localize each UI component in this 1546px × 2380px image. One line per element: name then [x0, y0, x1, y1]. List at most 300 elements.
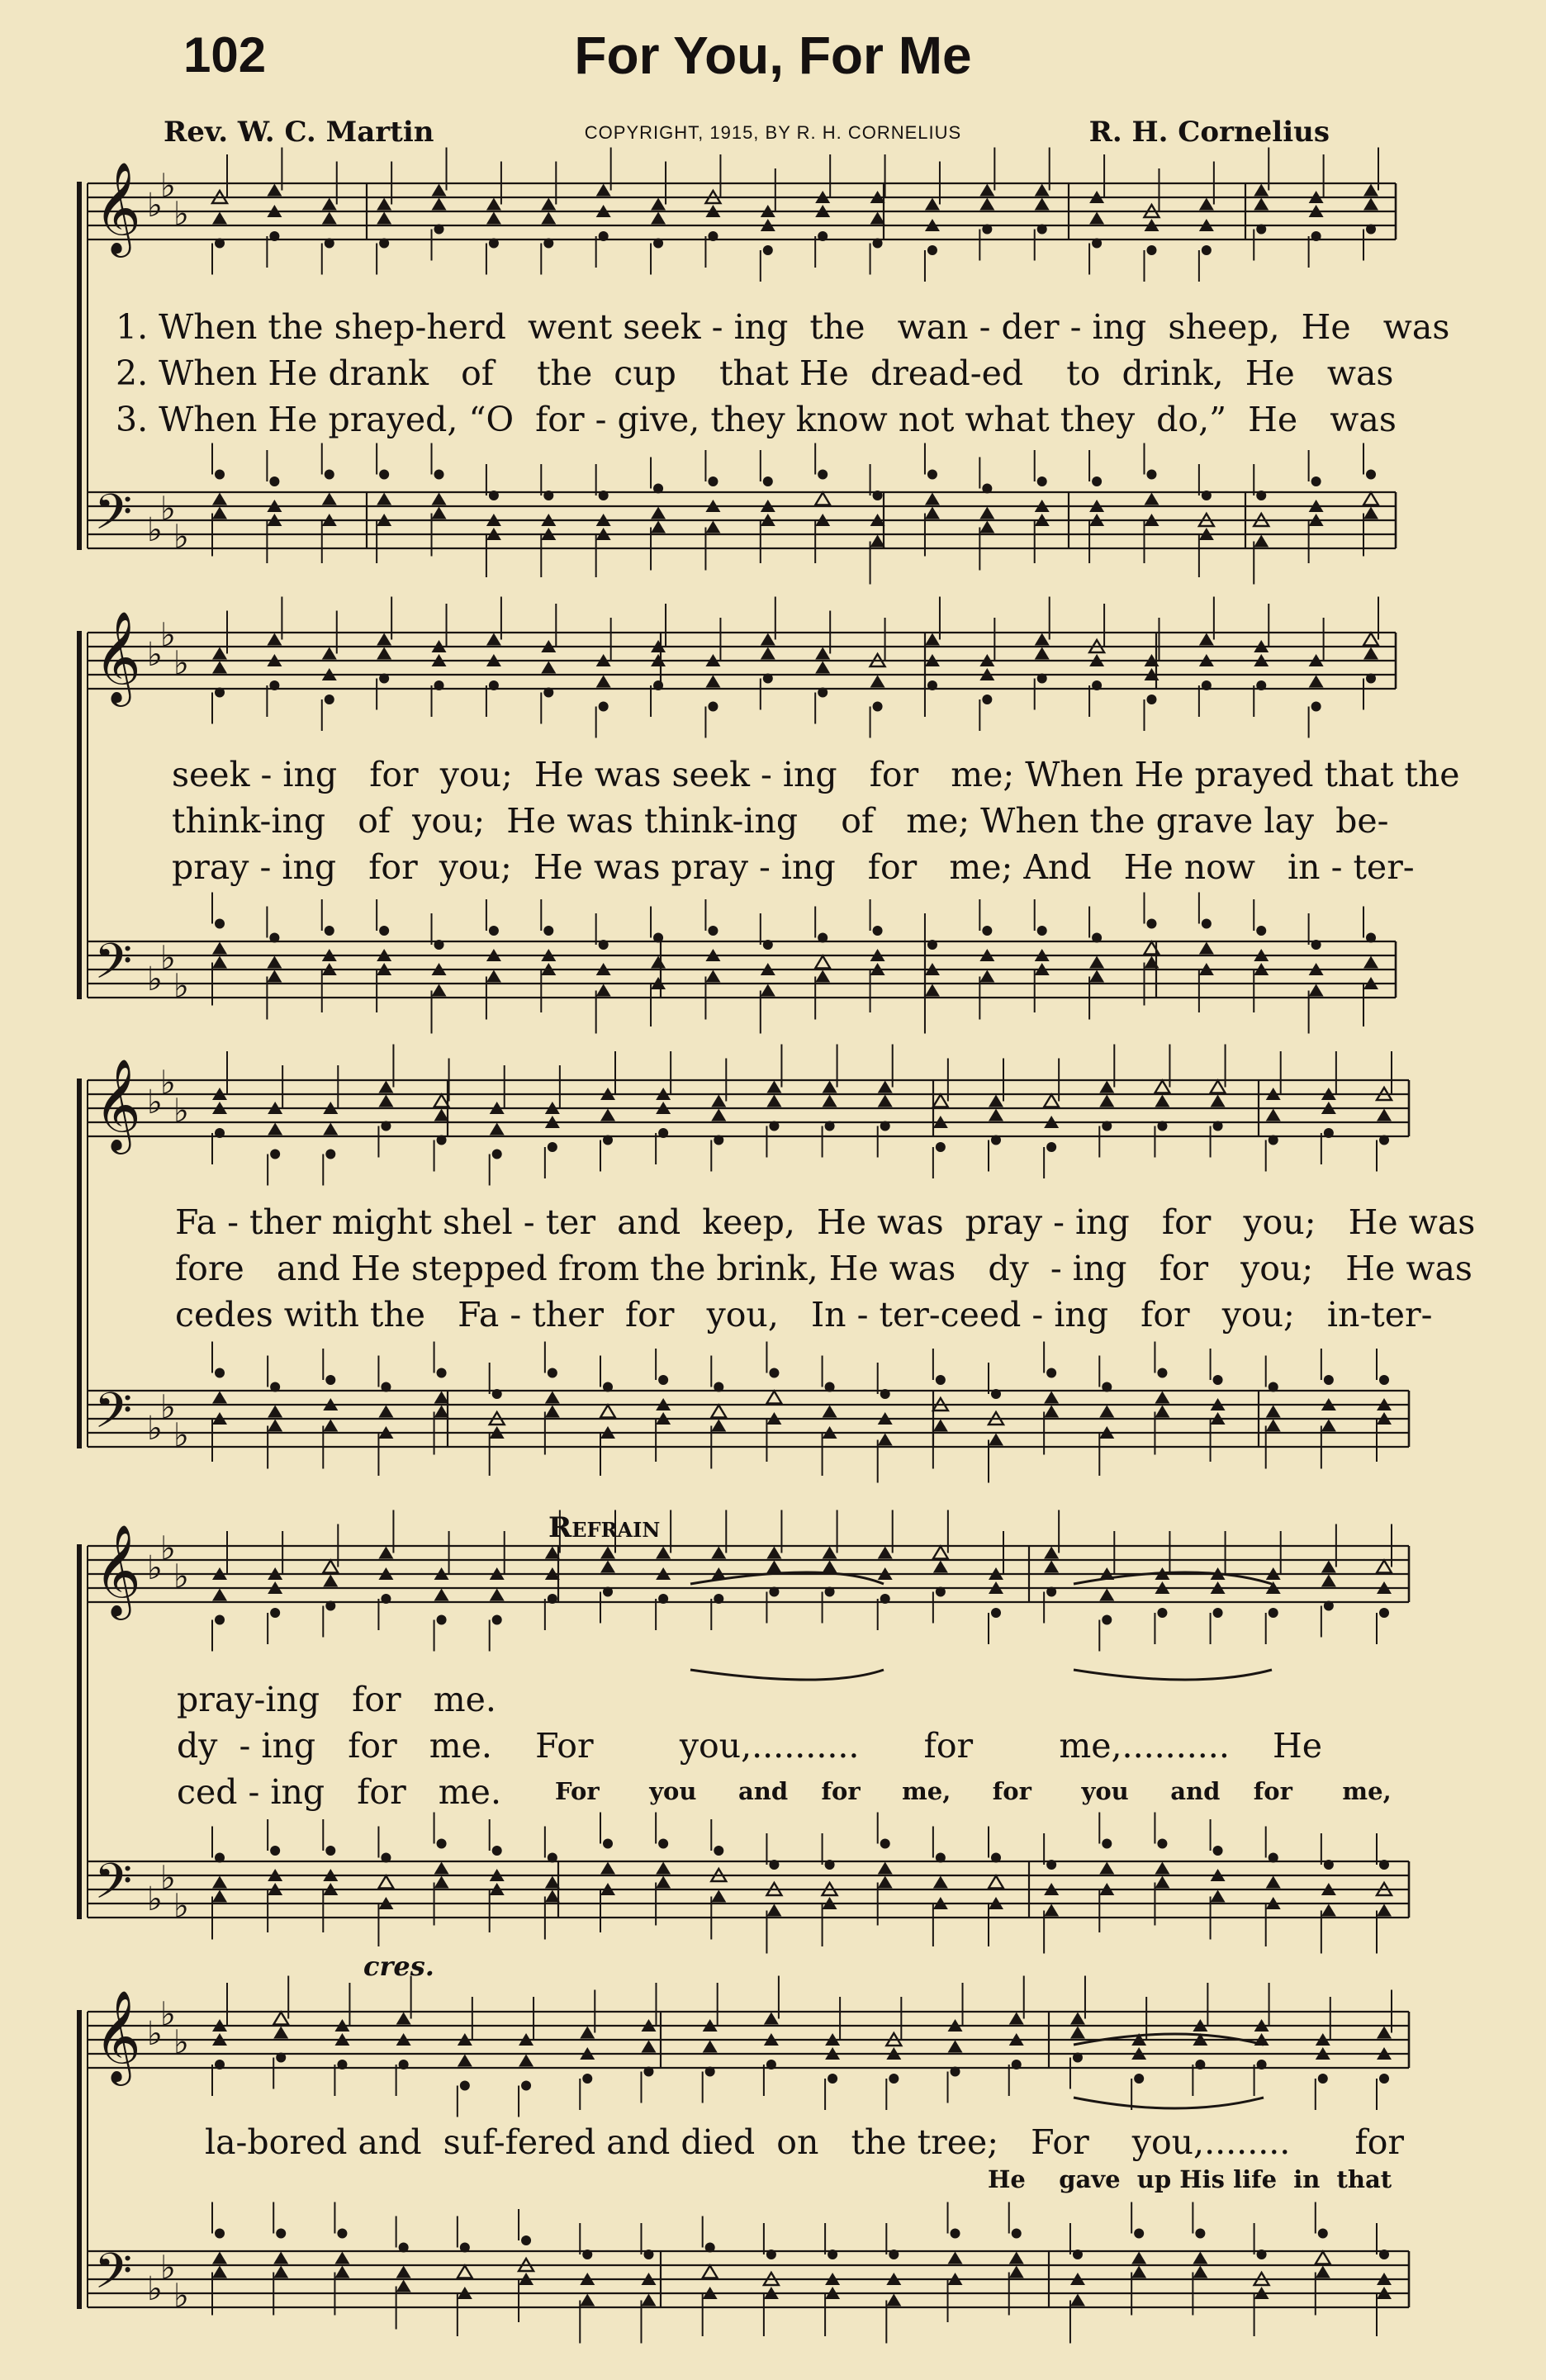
treble-clef-icon: 𝄞 [94, 161, 141, 254]
flat-icon: ♭ [147, 1549, 163, 1587]
note-head [711, 1890, 726, 1903]
system5-bass-words: He gave up His life in that [988, 2165, 1392, 2193]
tie [1074, 2098, 1264, 2108]
hymn-number: 102 [183, 27, 267, 83]
note-head [705, 521, 720, 533]
flat-icon: ♭ [147, 1083, 163, 1121]
note-head [212, 493, 227, 505]
note-head [828, 2250, 837, 2259]
note-head [1102, 1839, 1112, 1849]
note-head [870, 535, 885, 548]
note-head [656, 1876, 671, 1889]
note-head [1257, 2060, 1267, 2069]
note-head [434, 470, 444, 480]
note-head [1256, 225, 1266, 235]
flat-icon: ♭ [160, 2249, 176, 2288]
note-head [1254, 535, 1269, 548]
note-head [714, 1594, 723, 1604]
note-head [1089, 970, 1104, 983]
note-head [1366, 470, 1376, 480]
note-head [432, 198, 447, 211]
note-head [711, 1109, 726, 1121]
note-head [989, 1095, 1003, 1107]
note-head [1046, 1142, 1056, 1152]
note-head [823, 1561, 837, 1573]
flat-icon: ♭ [147, 1880, 163, 1918]
note-head [323, 1575, 338, 1587]
tie [690, 1670, 884, 1680]
system4-refrain-bass-words: For you and for me, for you and for me, [555, 1777, 1392, 1805]
note-head [880, 1121, 890, 1131]
note-head [815, 970, 830, 983]
note-head [769, 1368, 779, 1378]
note-head [334, 2252, 349, 2264]
note-head [886, 2294, 901, 2307]
flat-icon: ♭ [160, 167, 176, 206]
note-head [269, 231, 279, 241]
note-head [599, 940, 609, 950]
note-head [761, 984, 775, 997]
note-head [1379, 2074, 1389, 2084]
note-head [543, 688, 553, 698]
note-head [1146, 245, 1156, 255]
note-head [323, 1420, 338, 1432]
note-head [212, 1589, 227, 1601]
note-head [766, 2250, 776, 2259]
note-head [381, 1594, 391, 1604]
note-head [711, 1420, 726, 1432]
note-head [596, 984, 611, 997]
note-head [1070, 2013, 1085, 2025]
note-head [545, 1406, 560, 1418]
note-head [1035, 647, 1050, 660]
note-head [269, 933, 279, 943]
note-head [492, 1846, 502, 1856]
note-head [1311, 702, 1321, 712]
bass-clef-icon: 𝄢 [94, 932, 133, 1002]
note-head [215, 1853, 225, 1863]
note-head [270, 1150, 280, 1159]
note-head [925, 198, 940, 211]
note-head [1318, 2229, 1328, 2239]
note-head [979, 970, 994, 983]
note-head [215, 1615, 225, 1625]
note-head [766, 2060, 776, 2069]
note-head [377, 647, 391, 660]
note-head [1155, 1876, 1169, 1889]
note-head [705, 970, 720, 983]
note-head [432, 507, 447, 519]
flat-icon: ♭ [160, 1859, 176, 1898]
note-head [215, 2229, 225, 2239]
note-head [1363, 198, 1378, 211]
note-head [818, 933, 828, 943]
note-head [1134, 2074, 1144, 2084]
note-head [486, 633, 501, 646]
note-head [379, 470, 389, 480]
note-head [1146, 695, 1156, 704]
note-head [337, 2229, 347, 2239]
note-head [582, 2074, 592, 2084]
note-head [653, 680, 663, 690]
note-head [1379, 1608, 1389, 1618]
note-head [1316, 2252, 1330, 2264]
note-head [1195, 2229, 1205, 2239]
note-head [653, 239, 663, 249]
note-head [1157, 1121, 1167, 1131]
note-head [1099, 1095, 1114, 1107]
note-head [1193, 2252, 1207, 2264]
note-head [486, 970, 501, 983]
note-head [521, 2081, 531, 2091]
note-head [870, 676, 885, 688]
note-head [1035, 198, 1050, 211]
note-head [270, 1846, 280, 1856]
crescendo-marking: cres. [363, 1951, 434, 1982]
note-head [1363, 493, 1378, 505]
note-head [489, 491, 499, 500]
note-head [399, 2243, 409, 2253]
note-head [878, 1081, 893, 1093]
note-head [323, 1123, 338, 1135]
note-head [925, 984, 940, 997]
note-head [763, 940, 773, 950]
note-head [1044, 1561, 1059, 1573]
note-head [1092, 239, 1102, 249]
note-head [381, 1382, 391, 1392]
note-head [377, 198, 391, 211]
note-head [1256, 491, 1266, 500]
note-head [818, 688, 828, 698]
note-head [1321, 1575, 1336, 1587]
note-head [761, 647, 775, 660]
note-head [1035, 633, 1050, 646]
note-head [1366, 933, 1376, 943]
note-head [951, 2229, 960, 2239]
note-head [270, 1608, 280, 1618]
note-head [1037, 926, 1047, 936]
bass-clef-icon: 𝄢 [94, 483, 133, 552]
note-head [1134, 2229, 1144, 2239]
note-head [1379, 1375, 1389, 1385]
note-head [1144, 493, 1159, 505]
note-head [651, 521, 666, 533]
note-head [979, 507, 994, 519]
note-head [651, 507, 666, 519]
note-head [600, 1109, 615, 1121]
note-head [1269, 1608, 1278, 1618]
note-head [1044, 1904, 1059, 1917]
note-head [889, 2250, 899, 2259]
flat-icon: ♭ [160, 939, 176, 978]
note-head [325, 239, 334, 249]
note-head [267, 633, 282, 646]
note-head [434, 940, 444, 950]
note-head [212, 2266, 227, 2278]
note-head [766, 1081, 781, 1093]
note-head [1102, 1382, 1112, 1392]
note-head [460, 2081, 470, 2091]
note-head [951, 2067, 960, 2077]
note-head [548, 1853, 557, 1863]
flat-icon: ♭ [147, 960, 163, 998]
note-head [764, 2013, 779, 2025]
note-head [1202, 680, 1212, 690]
note-head [379, 926, 389, 936]
note-head [1012, 2229, 1022, 2239]
note-head [519, 2055, 534, 2067]
note-head [1070, 2294, 1085, 2307]
note-head [1131, 2266, 1146, 2278]
note-head [982, 225, 992, 235]
note-head [1311, 231, 1321, 241]
note-head [267, 956, 282, 969]
flat-icon: ♭ [147, 2270, 163, 2308]
note-head [889, 2074, 899, 2084]
note-head [1269, 1853, 1278, 1863]
bass-clef-icon: 𝄢 [94, 2242, 133, 2311]
note-head [269, 476, 279, 486]
note-head [880, 1389, 890, 1399]
note-head [548, 1594, 557, 1604]
flat-icon: ♭ [147, 187, 163, 225]
note-head [1099, 1589, 1114, 1601]
note-head [1211, 1081, 1226, 1093]
note-head [708, 926, 718, 936]
note-head [763, 476, 773, 486]
note-head [1102, 1615, 1112, 1625]
note-head [1254, 184, 1269, 197]
note-head [212, 507, 227, 519]
note-head [658, 1128, 668, 1138]
note-head [823, 1081, 837, 1093]
note-head [381, 1853, 391, 1863]
note-head [580, 2294, 595, 2307]
note-head [769, 1121, 779, 1131]
system2-verse1: seek - ing for you; He was seek - ing for me; When He prayed that the [172, 755, 1460, 794]
note-head [212, 661, 227, 674]
note-head [1092, 680, 1102, 690]
note-head [933, 1547, 948, 1559]
note-head [925, 633, 940, 646]
note-head [878, 1862, 893, 1875]
note-head [1324, 1128, 1334, 1138]
flat-icon: ♭ [173, 518, 189, 557]
note-head [705, 2067, 715, 2077]
note-head [434, 1095, 449, 1107]
note-head [1377, 1561, 1392, 1573]
note-head [933, 1420, 948, 1432]
note-head [325, 1601, 335, 1611]
system1-verse1: 1. When the shep-herd went seek - ing the wan - der - ing sheep, He was [116, 307, 1450, 347]
note-head [600, 1406, 615, 1418]
note-head [1044, 1095, 1059, 1107]
note-head [1070, 2027, 1085, 2039]
note-head [1202, 245, 1212, 255]
note-head [815, 661, 830, 674]
note-head [1363, 184, 1378, 197]
note-head [936, 1587, 946, 1597]
note-head [273, 2027, 288, 2039]
note-head [325, 926, 334, 936]
note-head [979, 184, 994, 197]
note-head [818, 231, 828, 241]
note-head [486, 198, 501, 211]
note-head [215, 1128, 225, 1138]
note-head [378, 1547, 393, 1559]
note-head [1311, 476, 1321, 486]
note-head [1099, 1862, 1114, 1875]
note-head [1363, 956, 1378, 969]
note-head [1256, 680, 1266, 690]
note-head [1377, 1109, 1392, 1121]
note-head [212, 942, 227, 955]
note-head [437, 1135, 447, 1145]
note-head [1379, 2250, 1389, 2259]
note-head [653, 933, 663, 943]
note-head [489, 680, 499, 690]
note-head [651, 198, 666, 211]
note-head [599, 702, 609, 712]
note-head [1266, 1406, 1281, 1418]
note-head [815, 493, 830, 505]
note-head [1155, 1391, 1169, 1404]
note-head [1046, 1368, 1056, 1378]
note-head [641, 2041, 656, 2053]
note-head [825, 1382, 835, 1392]
note-head [1379, 1860, 1389, 1870]
note-head [1269, 1382, 1278, 1392]
note-head [434, 1862, 449, 1875]
treble-clef-icon: 𝄞 [94, 1524, 141, 1616]
note-head [268, 1123, 282, 1135]
note-head [1254, 198, 1269, 211]
note-head [1199, 198, 1214, 211]
note-head [1318, 2074, 1328, 2084]
note-head [212, 956, 227, 969]
note-head [1099, 1081, 1114, 1093]
note-head [212, 647, 227, 660]
note-head [1092, 476, 1102, 486]
note-head [1157, 1608, 1167, 1618]
note-head [1324, 1601, 1334, 1611]
lyricist-credit: Rev. W. C. Martin [164, 116, 434, 149]
bass-clef-icon: 𝄢 [94, 1382, 133, 1451]
note-head [1213, 1121, 1223, 1131]
note-head [982, 484, 992, 494]
note-head [763, 245, 773, 255]
note-head [432, 184, 447, 197]
note-head [377, 212, 391, 225]
note-head [432, 984, 447, 997]
note-head [545, 1391, 560, 1404]
note-head [548, 1368, 557, 1378]
note-head [432, 493, 447, 505]
note-head [212, 1890, 227, 1903]
note-head [1377, 2027, 1392, 2039]
note-head [641, 2294, 656, 2307]
note-head [603, 1587, 613, 1597]
note-head [1131, 2252, 1146, 2264]
note-head [322, 493, 337, 505]
note-head [989, 1876, 1003, 1889]
note-head [656, 1547, 671, 1559]
note-head [1266, 1109, 1281, 1121]
note-head [766, 1095, 781, 1107]
note-head [325, 1375, 335, 1385]
note-head [486, 212, 501, 225]
note-head [543, 926, 553, 936]
note-head [1211, 1890, 1226, 1903]
note-head [658, 1594, 668, 1604]
note-head [323, 1561, 338, 1573]
note-head [1324, 1375, 1334, 1385]
note-head [378, 1876, 393, 1889]
note-head [769, 1860, 779, 1870]
flat-icon: ♭ [173, 2023, 189, 2062]
flat-icon: ♭ [147, 511, 163, 549]
note-head [276, 2229, 286, 2239]
note-head [596, 676, 611, 688]
note-head [269, 680, 279, 690]
note-head [1202, 919, 1212, 929]
flat-icon: ♭ [160, 1388, 176, 1427]
note-head [873, 239, 883, 249]
note-head [603, 1135, 613, 1145]
note-head [541, 212, 556, 225]
note-head [1321, 1904, 1336, 1917]
note-head [1044, 1547, 1059, 1559]
note-head [643, 2250, 653, 2259]
note-head [711, 1547, 726, 1559]
note-head [379, 674, 389, 684]
note-head [1199, 633, 1214, 646]
note-head [1089, 956, 1104, 969]
note-head [1073, 2053, 1083, 2063]
note-head [714, 1135, 723, 1145]
note-head [1155, 1862, 1169, 1875]
note-head [873, 491, 883, 500]
note-head [1316, 2266, 1330, 2278]
note-head [708, 476, 718, 486]
note-head [1073, 2250, 1083, 2259]
note-head [1092, 933, 1102, 943]
note-head [880, 1594, 890, 1604]
note-head [1037, 225, 1047, 235]
note-head [399, 2060, 409, 2069]
note-head [1099, 1406, 1114, 1418]
note-head [582, 2250, 592, 2259]
note-head [933, 1876, 948, 1889]
note-head [580, 2027, 595, 2039]
note-head [823, 1547, 837, 1559]
flat-icon: ♭ [160, 616, 176, 655]
note-head [1309, 676, 1324, 688]
note-head [1193, 2266, 1207, 2278]
note-head [1266, 1876, 1281, 1889]
system2-verse2: think-ing of you; He was think-ing of me; When the grave lay be- [172, 801, 1389, 841]
bass-clef-icon: 𝄢 [94, 1852, 133, 1922]
note-head [1046, 1587, 1056, 1597]
note-head [1044, 1406, 1059, 1418]
note-head [378, 1095, 393, 1107]
note-head [541, 661, 556, 674]
flat-icon: ♭ [160, 1064, 176, 1102]
flat-icon: ♭ [173, 2277, 189, 2316]
note-head [337, 2060, 347, 2069]
note-head [1363, 633, 1378, 646]
note-head [212, 212, 227, 225]
